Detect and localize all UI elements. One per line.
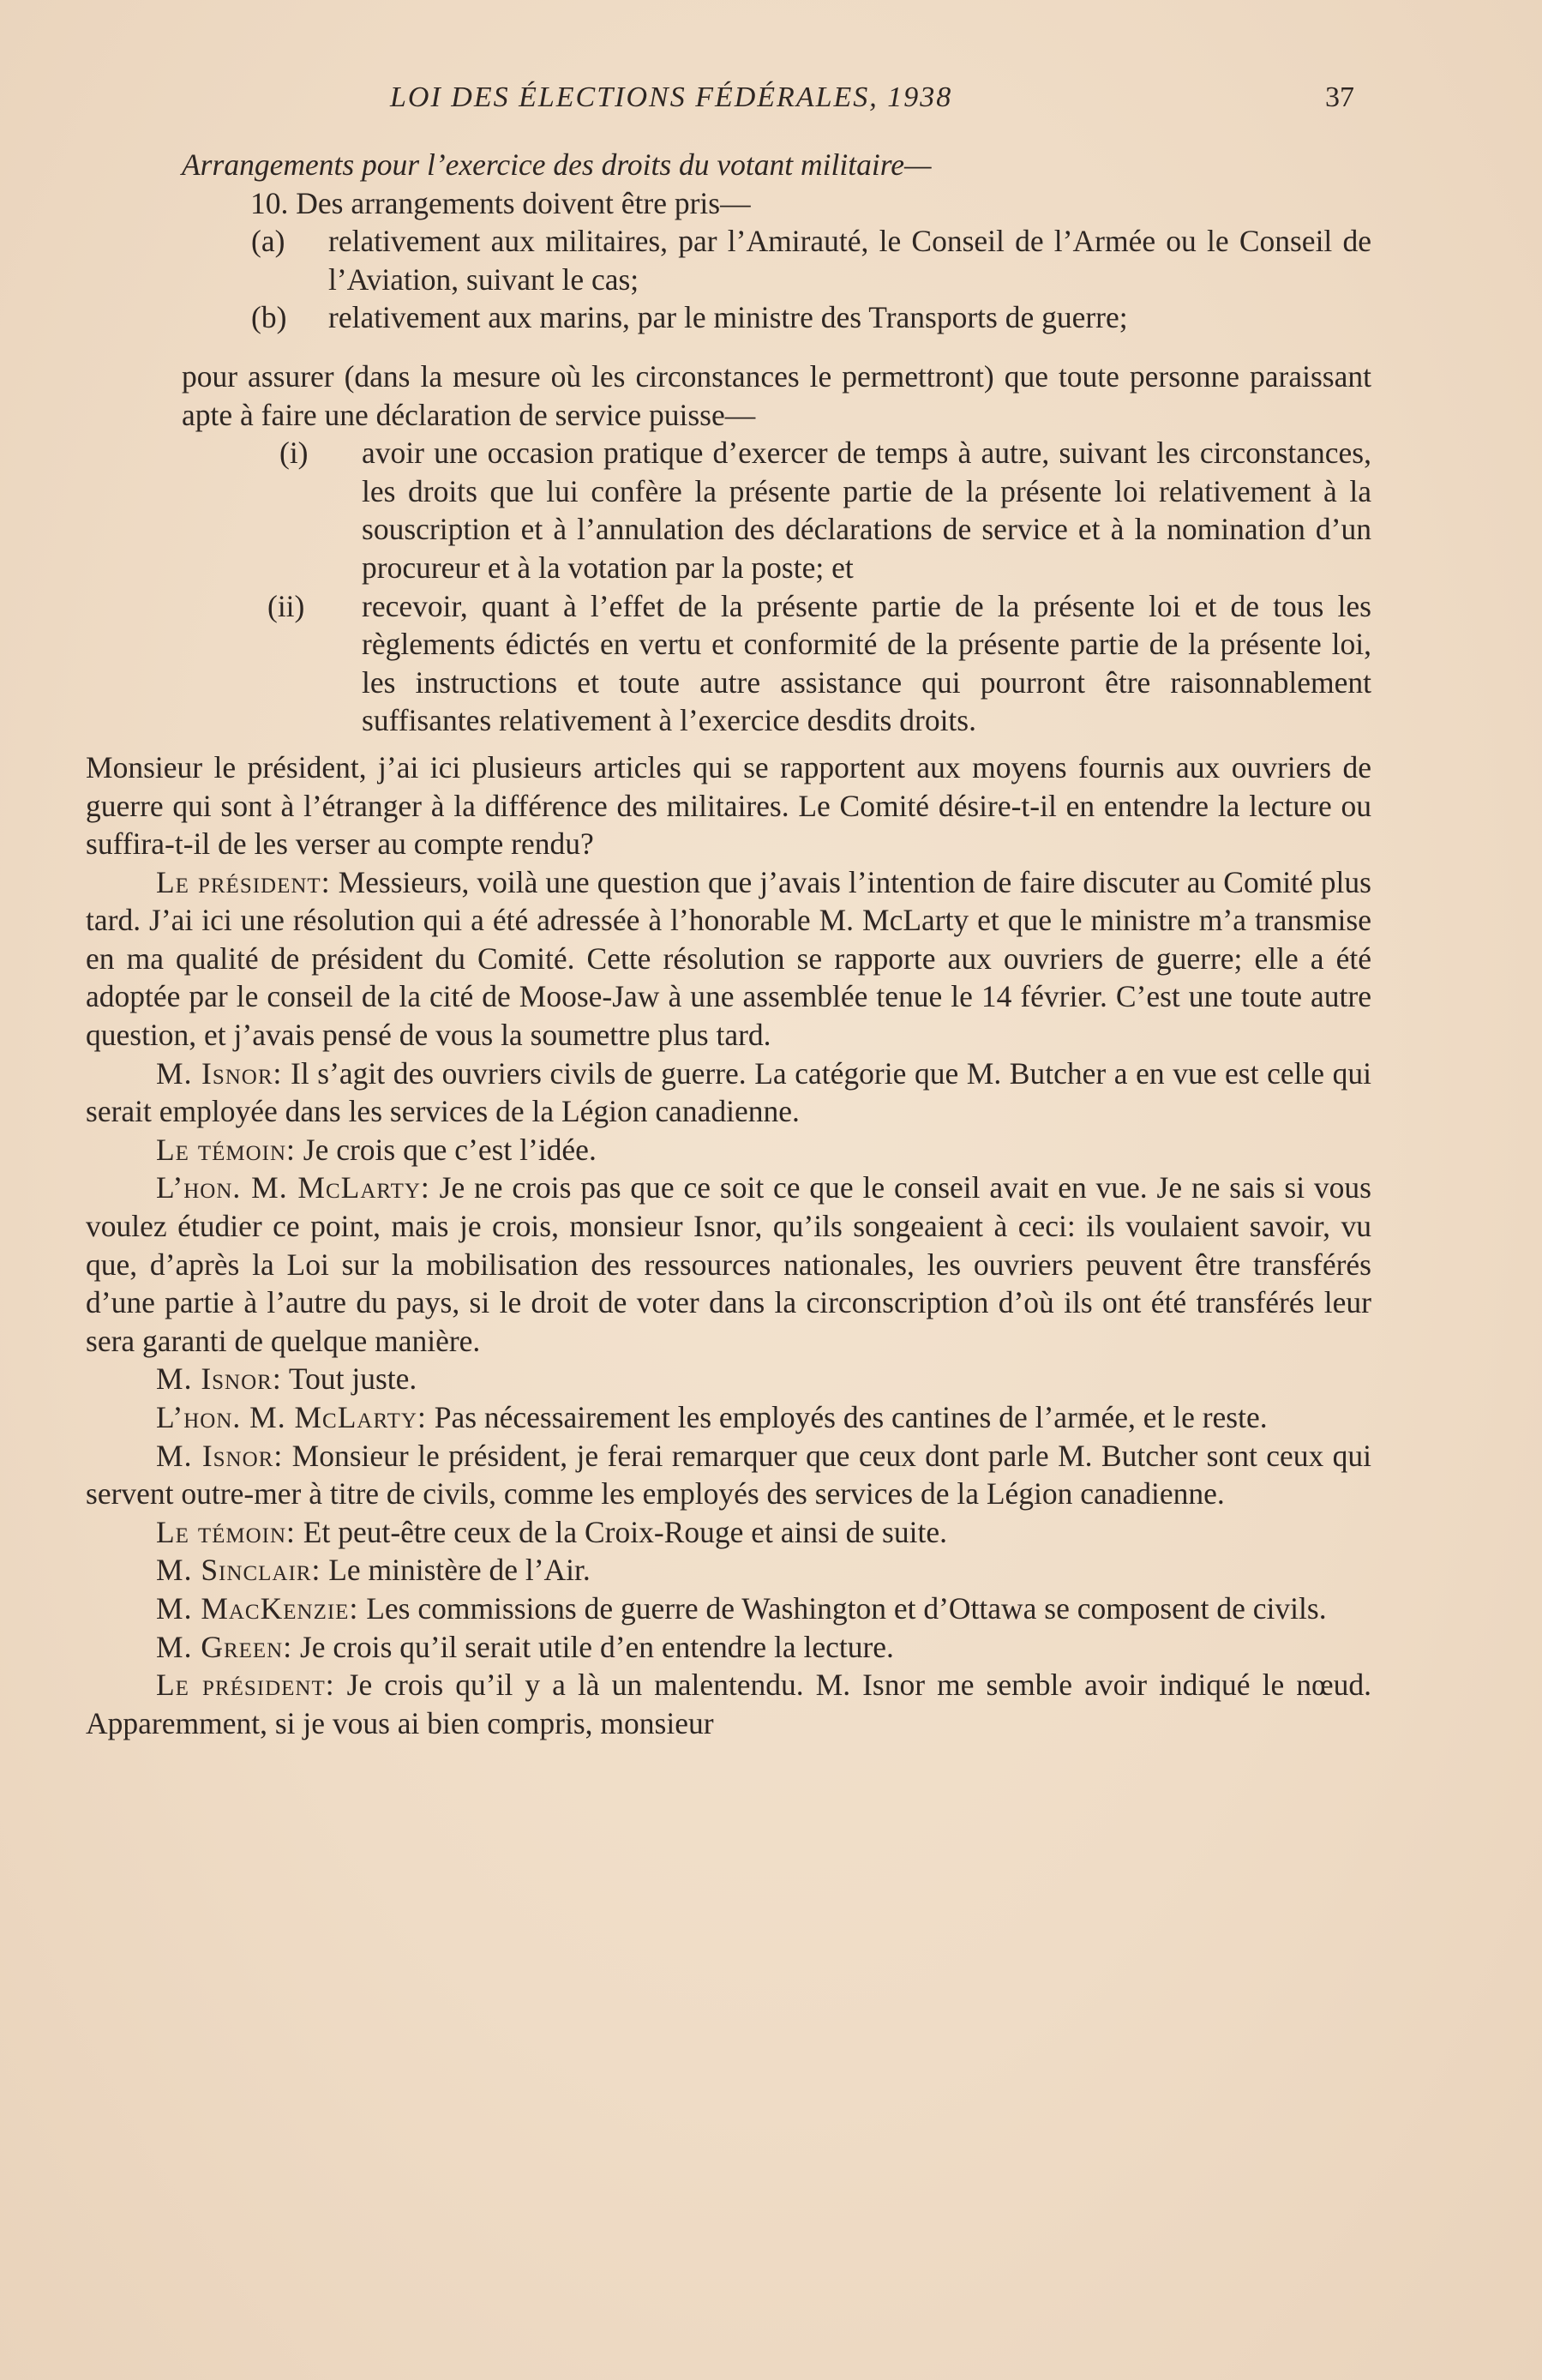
speaker-name: Le président: <box>156 1668 335 1703</box>
section-item-b <box>86 298 1371 337</box>
transcript-paragraph <box>86 748 1371 863</box>
item-mark: (b) <box>251 300 287 335</box>
speaker-name: M. Isnor: <box>156 1438 284 1473</box>
spacer <box>86 337 1371 358</box>
transcript-paragraph <box>86 1628 1371 1667</box>
spacer <box>86 740 1371 748</box>
speaker-name: M. Green: <box>156 1629 293 1664</box>
page-header <box>180 81 1354 124</box>
transcript-paragraph <box>86 1398 1371 1437</box>
transcript-paragraph <box>86 863 1371 1055</box>
speaker-name: Le témoin: <box>156 1514 296 1549</box>
item-mark: (a) <box>251 224 285 259</box>
transcript-paragraph <box>86 1131 1371 1169</box>
item-text: relativement aux marins, par le ministre des Transports de guerre; <box>328 300 1128 335</box>
speech-text: Monsieur le président, j’ai ici plusieurs articles qui se rapportent aux moyens fournis aux ouvriers de guerre qui sont à l’étranger à la différence des militaires. Le Comité désire-t-il en entendre la lecture ou suffira-t-il de les verser au compte rendu? <box>86 749 1371 862</box>
running-head: LOI DES ÉLECTIONS FÉDÉRALES, 1938 <box>390 81 953 113</box>
speaker-name: M. Isnor: <box>156 1361 282 1397</box>
speaker-name: Le président: <box>156 864 331 899</box>
section-proviso: pour assurer (dans la mesure où les circonstances le permettront) que toute personne paraissant apte à faire une déclaration de service puisse— <box>182 358 1371 432</box>
section-subitem-ii <box>86 587 1371 740</box>
page-body <box>86 146 1371 1742</box>
speech-text: Monsieur le président, je ferai remarquer que ceux dont parle M. Butcher sont ceux qui servent outre-mer à titre de civils, comme les employés des services de la Légion canadienne. <box>86 1438 1372 1512</box>
section-intro: 10. Des arrangements doivent être pris— <box>250 185 751 220</box>
subitem-text: avoir une occasion pratique d’exercer de temps à autre, suivant les circonstances, les droits que lui confère la présente partie de la présente loi relativement à la souscription et à l’annulation des déclarations de service et à la nomination d’un procureur et à la votation par la poste; et <box>362 436 1371 585</box>
subitem-mark: (ii) <box>267 588 305 623</box>
speaker-name: M. Sinclair: <box>156 1553 321 1588</box>
speech-text: Je crois qu’il y a là un malentendu. M. Isnor me semble avoir indiqué le nœud. Apparemment, si je vous ai bien compris, monsieur <box>86 1668 1372 1740</box>
speech-text: Je crois qu’il serait utile d’en entendre la lecture. <box>299 1629 894 1664</box>
speech-text: Et peut-être ceux de la Croix-Rouge et ainsi de suite. <box>303 1514 947 1549</box>
speech-text: Messieurs, voilà une question que j’avais l’intention de faire discuter au Comité plus tard. J’ai ici une résolution qui a été adressée à l’honorable M. McLarty et que le ministre m’a transmise en ma qualité de président du Comité. Cette résolution se rapporte aux ouvriers de guerre; elle a été adoptée par le conseil de la cité de Moose-Jaw à une assemblée tenue le 14 février. C’est une toute autre question, et j’avais pensé de vous la soumettre plus tard. <box>86 864 1371 1053</box>
page-number: 37 <box>1325 81 1354 113</box>
speaker-name: Le témoin: <box>156 1132 296 1167</box>
subitem-text: recevoir, quant à l’effet de la présente partie de la présente loi et de tous les règlements édictés en vertu et conformité de la présente partie de la présente loi, les instructions et toute autre assistance qui pourront être raisonnablement suffisantes relativement à l’exercice desdits droits. <box>362 588 1371 738</box>
speech-text: Tout juste. <box>288 1361 417 1397</box>
speech-text: Les commissions de guerre de Washington et d’Ottawa se composent de civils. <box>366 1590 1327 1626</box>
subitem-mark: (i) <box>279 436 309 471</box>
section-item-a <box>86 222 1371 298</box>
transcript-paragraph <box>86 1169 1371 1360</box>
section-subitem-i <box>86 434 1371 586</box>
section-heading: Arrangements pour l’exercice des droits du votant militaire— <box>182 147 932 182</box>
transcript-paragraph <box>86 1437 1371 1513</box>
item-text: relativement aux militaires, par l’Amirauté, le Conseil de l’Armée ou le Conseil de l’Aviation, suivant le cas; <box>328 224 1371 297</box>
transcript-paragraph <box>86 1055 1371 1131</box>
speech-text: Il s’agit des ouvriers civils de guerre. La catégorie que M. Butcher a en vue est celle qui serait employée dans les services de la Légion canadienne. <box>86 1055 1372 1129</box>
speech-text: Le ministère de l’Air. <box>328 1553 591 1588</box>
transcript-paragraph <box>86 1551 1371 1590</box>
transcript-paragraph <box>86 1590 1371 1628</box>
speaker-name: M. Isnor: <box>156 1055 283 1091</box>
speaker-name: L’hon. M. McLarty: <box>156 1170 430 1205</box>
speech-text: Je ne crois pas que ce soit ce que le conseil avait en vue. Je ne sais si vous voulez étudier ce point, mais je crois, monsieur Isnor, qu’ils songeaient à ceci: ils voulaient savoir, vu que, d’après la Loi sur la mobilisation des ressources nationales, les ouvriers peuvent être transférés d’une partie à l’autre du pays, si le droit de voter dans la circonscription d’où ils ont été transférés leur sera garanti de quelque manière. <box>86 1170 1371 1358</box>
speaker-name: M. MacKenzie: <box>156 1590 359 1626</box>
transcript-paragraph <box>86 1513 1371 1552</box>
transcript-paragraph <box>86 1666 1371 1742</box>
transcript-paragraph <box>86 1360 1371 1398</box>
speaker-name: L’hon. M. McLarty: <box>156 1400 427 1434</box>
speech-text: Pas nécessairement les employés des cantines de l’armée, et le reste. <box>434 1400 1268 1434</box>
speech-text: Je crois que c’est l’idée. <box>303 1132 597 1167</box>
